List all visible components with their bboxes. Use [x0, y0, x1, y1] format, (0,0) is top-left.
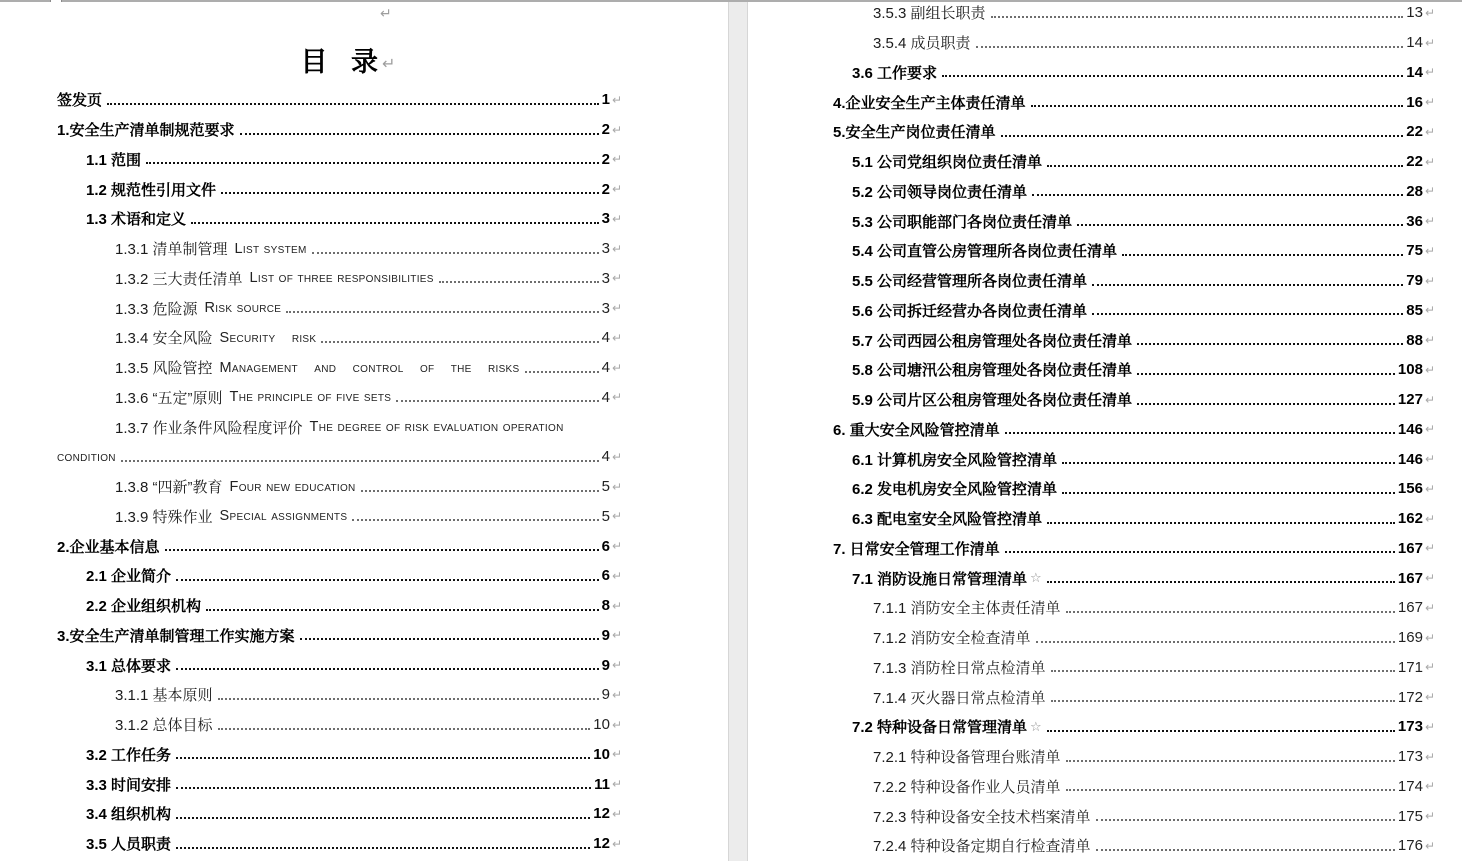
toc-entry-english: Four new education: [229, 478, 356, 495]
dot-leader: [1005, 551, 1395, 553]
toc-entry-label: 1.安全生产清单制规范要求: [57, 122, 235, 140]
toc-page-number: 12: [593, 835, 610, 853]
toc-page-number: 12: [593, 805, 610, 823]
toc-page-number: 14: [1406, 34, 1423, 52]
dot-leader: [1036, 641, 1395, 643]
dot-leader: [1122, 254, 1403, 256]
toc-entry-label: 1.3.3 危险源: [115, 300, 198, 318]
toc-entry[interactable]: [748, 117, 1435, 147]
paragraph-mark-icon: ↵: [1424, 243, 1435, 258]
toc-entry[interactable]: [748, 593, 1435, 623]
paragraph-mark-icon: ↵: [611, 152, 622, 167]
paragraph-mark-icon: ↵: [1424, 660, 1435, 675]
toc-entry[interactable]: [748, 801, 1435, 831]
toc-entry[interactable]: [0, 234, 622, 264]
toc-page-number: 14: [1406, 63, 1423, 81]
dot-leader: [121, 460, 599, 462]
toc-entry[interactable]: [0, 442, 622, 472]
dot-leader: [321, 341, 598, 343]
paragraph-mark-icon: ↵: [1424, 630, 1435, 645]
toc-page-left: [0, 2, 728, 861]
toc-entry[interactable]: [748, 534, 1435, 564]
toc-entry[interactable]: [748, 742, 1435, 772]
toc-entry[interactable]: [0, 323, 622, 353]
dot-leader: [240, 133, 599, 135]
toc-page-number: 167: [1397, 569, 1423, 587]
dot-leader: [176, 579, 599, 581]
toc-entry-label: 1.3.8 “四新”教育: [115, 479, 223, 497]
toc-entry[interactable]: [748, 236, 1435, 266]
toc-entry[interactable]: [748, 831, 1435, 861]
toc-page-number: 3: [601, 299, 610, 317]
paragraph-mark-icon: ↵: [1424, 184, 1435, 199]
paragraph-mark-icon: ↵: [611, 390, 622, 405]
star-icon: ☆: [1030, 718, 1042, 734]
dot-leader: [439, 281, 599, 283]
toc-entry[interactable]: [0, 769, 622, 799]
toc-entry[interactable]: [748, 712, 1435, 742]
dot-leader: [1062, 462, 1395, 464]
paragraph-mark-icon: ↵: [1424, 273, 1435, 288]
paragraph-mark-icon: ↵: [611, 539, 622, 554]
dot-leader: [942, 75, 1403, 77]
dot-leader: [1047, 730, 1395, 732]
toc-entry-english: Management and control of the risks: [219, 359, 520, 376]
toc-page-number: 156: [1397, 480, 1423, 498]
toc-entry[interactable]: [0, 829, 622, 859]
toc-page-number: 13: [1406, 4, 1423, 22]
dot-leader: [1051, 700, 1395, 702]
dot-leader: [221, 192, 599, 194]
toc-entry-label: 1.2 规范性引用文件: [86, 181, 217, 199]
paragraph-mark-icon: ↵: [1424, 362, 1435, 377]
toc-entry-label: 3.5 人员职责: [86, 836, 172, 854]
toc-entry-label: 1.3.6 “五定”原则: [115, 389, 223, 407]
toc-entry-label: 7.1.1 消防安全主体责任清单: [873, 600, 1061, 618]
toc-entry-label: 5.3 公司职能部门各岗位责任清单: [852, 213, 1073, 231]
dot-leader: [1092, 284, 1403, 286]
paragraph-mark-icon: ↵: [1424, 95, 1435, 110]
toc-entry-label: 4.企业安全生产主体责任清单: [833, 94, 1026, 112]
paragraph-mark-icon: ↵: [1424, 571, 1435, 586]
paragraph-mark-icon: ↵: [611, 806, 622, 821]
dot-leader: [1137, 403, 1395, 405]
toc-entry[interactable]: [748, 87, 1435, 117]
toc-entry[interactable]: [0, 740, 622, 770]
toc-entry-label: 3.1.2 总体目标: [115, 717, 213, 735]
paragraph-mark-icon: ↵: [1424, 809, 1435, 824]
toc-entry-label: 3.1 总体要求: [86, 657, 172, 675]
toc-page-number: 22: [1406, 123, 1423, 141]
dot-leader: [206, 609, 599, 611]
paragraph-mark-icon: ↵: [1424, 481, 1435, 496]
dot-leader: [286, 311, 598, 313]
paragraph-mark-icon: ↵: [611, 241, 622, 256]
toc-entry[interactable]: [748, 385, 1435, 415]
toc-page-number: 171: [1397, 658, 1423, 676]
toc-page-number: 28: [1406, 182, 1423, 200]
toc-entry-label: 1.3 术语和定义: [86, 211, 187, 229]
dot-leader: [218, 728, 591, 730]
toc-page-number: 6: [601, 537, 610, 555]
toc-page-number: 4: [601, 388, 610, 406]
paragraph-mark-icon: ↵: [611, 777, 622, 792]
toc-entries-left: [0, 85, 622, 859]
paragraph-mark-icon: ↵: [611, 122, 622, 137]
paragraph-mark-icon: ↵: [611, 836, 622, 851]
toc-page-number: 173: [1397, 748, 1423, 766]
toc-entry-label: condition: [57, 448, 116, 465]
toc-entry[interactable]: [0, 710, 622, 740]
toc-entry-label: 1.3.5 风险管控: [115, 360, 213, 378]
toc-entry[interactable]: [0, 353, 622, 383]
toc-page-number: 8: [601, 597, 610, 615]
toc-entry[interactable]: [0, 204, 622, 234]
toc-entry-label: 7.2.1 特种设备管理台账清单: [873, 749, 1061, 767]
dot-leader: [1092, 313, 1403, 315]
toc-entry[interactable]: [748, 355, 1435, 385]
dot-leader: [1077, 224, 1403, 226]
dot-leader: [1032, 194, 1403, 196]
toc-page-number: 127: [1397, 391, 1423, 409]
dot-leader: [1031, 105, 1404, 107]
dot-leader: [176, 787, 591, 789]
toc-page-number: 173: [1397, 718, 1423, 736]
toc-entry-english: The degree of risk evaluation operation: [309, 419, 564, 436]
toc-entry-label: 1.3.9 特殊作业: [115, 508, 213, 526]
toc-page-number: 9: [601, 686, 610, 704]
toc-entry[interactable]: [748, 206, 1435, 236]
page-title: 目 录: [300, 47, 387, 77]
toc-entry-label: 1.3.2 三大责任清单: [115, 270, 243, 288]
dot-leader: [1066, 789, 1395, 791]
toc-entry-label: 6.1 计算机房安全风险管控清单: [852, 451, 1058, 469]
dot-leader: [1062, 492, 1395, 494]
dot-leader: [1096, 819, 1395, 821]
toc-entry-label: 3.2 工作任务: [86, 746, 172, 764]
toc-entry-label: 1.3.1 清单制管理: [115, 241, 228, 259]
toc-entry[interactable]: [748, 296, 1435, 326]
toc-page-number: 172: [1397, 688, 1423, 706]
toc-entry[interactable]: [748, 415, 1435, 445]
toc-entry[interactable]: [748, 504, 1435, 534]
toc-entry-label: 5.9 公司片区公租房管理处各岗位责任清单: [852, 392, 1133, 410]
dot-leader: [1047, 581, 1395, 583]
dot-leader: [1137, 373, 1395, 375]
toc-entry[interactable]: [0, 293, 622, 323]
paragraph-mark-icon: ↵: [1424, 35, 1435, 50]
toc-page-right: [748, 2, 1462, 861]
toc-page-number: 88: [1406, 331, 1423, 349]
toc-entry-label: 2.1 企业简介: [86, 568, 172, 586]
dot-leader: [352, 519, 598, 521]
toc-entry-english: Security risk: [219, 329, 317, 346]
dot-leader: [1137, 343, 1403, 345]
toc-entry-label: 6. 重大安全风险管控清单: [833, 421, 1000, 439]
paragraph-mark-icon: ↵: [611, 628, 622, 643]
paragraph-mark-icon: ↵: [1424, 392, 1435, 407]
toc-entry-label: 7.2.3 特种设备安全技术档案清单: [873, 808, 1091, 826]
dot-leader: [176, 847, 590, 849]
toc-page-number: 3: [601, 269, 610, 287]
toc-page-number: 162: [1397, 510, 1423, 528]
toc-entry[interactable]: [748, 28, 1435, 58]
paragraph-mark-icon: ↵: [1424, 749, 1435, 764]
toc-entry[interactable]: [748, 653, 1435, 683]
dot-leader: [300, 638, 599, 640]
dot-leader: [361, 490, 599, 492]
dot-leader: [1005, 432, 1395, 434]
paragraph-mark-icon: ↵: [611, 717, 622, 732]
dot-leader: [176, 757, 590, 759]
paragraph-mark-icon: ↵: [611, 449, 622, 464]
toc-page-number: 174: [1397, 777, 1423, 795]
paragraph-mark-icon: ↵: [611, 568, 622, 583]
toc-entry[interactable]: [0, 591, 622, 621]
toc-page-number: 3: [601, 210, 610, 228]
toc-page-number: 167: [1397, 539, 1423, 557]
toc-page-number: 5: [601, 507, 610, 525]
toc-page-number: 4: [601, 359, 610, 377]
toc-entry[interactable]: [0, 383, 622, 413]
toc-entry-english: Risk source: [204, 300, 282, 317]
toc-entry-label: 6.3 配电室安全风险管控清单: [852, 511, 1043, 529]
paragraph-mark-icon: ↵: [1424, 333, 1435, 348]
toc-entry-label: 3.4 组织机构: [86, 806, 172, 824]
toc-page-number: 2: [601, 180, 610, 198]
paragraph-mark-icon: ↵: [1424, 303, 1435, 318]
toc-entry[interactable]: [0, 502, 622, 532]
toc-page-number: 176: [1397, 837, 1423, 855]
dot-leader: [1047, 522, 1395, 524]
toc-entry[interactable]: [0, 412, 622, 442]
toc-entry-label: 7.1.4 灭火器日常点检清单: [873, 689, 1046, 707]
toc-title-row: [0, 40, 712, 79]
toc-page-number: 10: [593, 745, 610, 763]
dot-leader: [1051, 670, 1395, 672]
toc-entry-label: 7.1.3 消防栓日常点检清单: [873, 659, 1046, 677]
paragraph-mark-icon: ↵: [1424, 154, 1435, 169]
toc-entry-english: List of three responsibilities: [249, 270, 434, 287]
toc-page-number: 169: [1397, 629, 1423, 647]
toc-entry[interactable]: [748, 177, 1435, 207]
paragraph-mark-icon: ↵: [1424, 422, 1435, 437]
paragraph-mark-icon: ↵: [1424, 541, 1435, 556]
dot-leader: [218, 698, 599, 700]
paragraph-mark-icon: ↵: [611, 509, 622, 524]
toc-entry-english: Special assignments: [219, 508, 348, 525]
toc-entry-label: 7.2.4 特种设备定期自行检查清单: [873, 838, 1091, 856]
toc-entry[interactable]: [0, 264, 622, 294]
paragraph-mark-icon: ↵: [611, 92, 622, 107]
dot-leader: [1001, 135, 1404, 137]
toc-entry[interactable]: [748, 325, 1435, 355]
paragraph-mark-icon: ↵: [380, 5, 392, 21]
toc-entry-label: 5.1 公司党组织岗位责任清单: [852, 154, 1043, 172]
toc-entry-label: 6.2 发电机房安全风险管控清单: [852, 481, 1058, 499]
toc-entry[interactable]: [0, 799, 622, 829]
paragraph-mark-icon: ↵: [611, 182, 622, 197]
toc-page-number: 5: [601, 478, 610, 496]
toc-entry[interactable]: [0, 85, 622, 115]
toc-entry[interactable]: [748, 266, 1435, 296]
toc-entry-label: 5.2 公司领导岗位责任清单: [852, 183, 1028, 201]
toc-page-number: 16: [1406, 93, 1423, 111]
page-gutter: [728, 2, 748, 861]
toc-entry[interactable]: [748, 58, 1435, 88]
toc-entry[interactable]: [0, 561, 622, 591]
dot-leader: [176, 668, 599, 670]
dot-leader: [146, 162, 599, 164]
toc-entry-label: 2.2 企业组织机构: [86, 598, 202, 616]
toc-entry[interactable]: [0, 680, 622, 710]
toc-page-number: 3: [601, 240, 610, 258]
toc-entry[interactable]: [0, 145, 622, 175]
toc-entry[interactable]: [748, 474, 1435, 504]
toc-page-number: 4: [601, 329, 610, 347]
paragraph-mark-icon: ↵: [611, 687, 622, 702]
toc-page-number: 75: [1406, 242, 1423, 260]
paragraph-mark-icon: ↵: [611, 301, 622, 316]
dot-leader: [1066, 611, 1395, 613]
toc-entry[interactable]: [0, 174, 622, 204]
toc-entry[interactable]: [0, 115, 622, 145]
paragraph-mark-icon: ↵: [1424, 214, 1435, 229]
paragraph-mark-icon: ↵: [611, 360, 622, 375]
toc-entry-label: 2.企业基本信息: [57, 538, 160, 556]
toc-page-number: 22: [1406, 153, 1423, 171]
paragraph-mark-icon: ↵: [1424, 779, 1435, 794]
dot-leader: [176, 817, 590, 819]
toc-page-number: 146: [1397, 450, 1423, 468]
toc-entry[interactable]: [748, 623, 1435, 653]
dot-leader: [525, 371, 599, 373]
paragraph-mark-icon: ↵: [611, 271, 622, 286]
paragraph-mark-icon: ↵: [611, 211, 622, 226]
toc-entry-label: 7.2.2 特种设备作业人员清单: [873, 778, 1061, 796]
toc-page-number: 9: [601, 626, 610, 644]
paragraph-mark-icon: ↵: [1424, 124, 1435, 139]
toc-entry-label: 5.7 公司西园公租房管理处各岗位责任清单: [852, 332, 1133, 350]
toc-page-number: 4: [601, 448, 610, 466]
paragraph-mark-icon: ↵: [1424, 600, 1435, 615]
dot-leader: [107, 103, 599, 105]
dot-leader: [1066, 760, 1395, 762]
toc-page-number: 11: [594, 775, 610, 793]
dot-leader: [976, 46, 1404, 48]
paragraph-mark-icon: ↵: [1424, 452, 1435, 467]
toc-page-number: 36: [1406, 212, 1423, 230]
toc-entry-label: 3.3 时间安排: [86, 776, 172, 794]
toc-entry[interactable]: [0, 531, 622, 561]
toc-entry-label: 1.3.4 安全风险: [115, 330, 213, 348]
toc-entry-label: 3.6 工作要求: [852, 64, 938, 82]
toc-page-number: 146: [1397, 420, 1423, 438]
toc-page-number: 2: [601, 150, 610, 168]
toc-page-number: 9: [601, 656, 610, 674]
toc-page-number: 6: [601, 567, 610, 585]
toc-entries-right: [748, 0, 1435, 861]
toc-entry[interactable]: [0, 472, 622, 502]
paragraph-mark-icon: ↵: [611, 747, 622, 762]
toc-entry[interactable]: [748, 0, 1435, 28]
toc-page-number: 79: [1406, 272, 1423, 290]
toc-entry-english: The principle of five sets: [229, 389, 392, 406]
toc-entry-label: 3.5.3 副组长职责: [873, 5, 986, 23]
toc-entry-label: 7.2 特种设备日常管理清单: [852, 719, 1028, 737]
toc-entry[interactable]: [0, 650, 622, 680]
toc-page-number: 85: [1406, 301, 1423, 319]
toc-entry-label: 5.安全生产岗位责任清单: [833, 124, 996, 142]
paragraph-mark-icon: ↵: [1424, 838, 1435, 853]
toc-entry-label: 5.5 公司经营管理所各岗位责任清单: [852, 273, 1088, 291]
toc-page-number: 1: [601, 91, 610, 109]
toc-entry-label: 1.3.7 作业条件风险程度评价: [115, 419, 303, 437]
toc-page-number: 175: [1397, 807, 1423, 825]
dot-leader: [396, 400, 598, 402]
star-icon: ☆: [1030, 570, 1042, 586]
toc-entry-label: 5.4 公司直管公房管理所各岗位责任清单: [852, 243, 1118, 261]
paragraph-mark-icon: ↵: [1424, 719, 1435, 734]
dot-leader: [991, 16, 1404, 18]
toc-entry-label: 3.5.4 成员职责: [873, 35, 971, 53]
toc-page-number: 167: [1397, 599, 1423, 617]
toc-entry-label: 7. 日常安全管理工作清单: [833, 540, 1000, 558]
paragraph-mark-icon: ↵: [611, 598, 622, 613]
toc-entry-label: 5.6 公司拆迁经营办各岗位责任清单: [852, 302, 1088, 320]
toc-entry-english: List system: [234, 240, 307, 257]
toc-entry-label: 5.8 公司塘汛公租房管理处各岗位责任清单: [852, 362, 1133, 380]
toc-entry[interactable]: [748, 147, 1435, 177]
paragraph-mark-icon: ↵: [611, 330, 622, 345]
toc-entry-label: 7.1.2 消防安全检查清单: [873, 630, 1031, 648]
toc-entry[interactable]: [0, 621, 622, 651]
toc-page-number: 10: [593, 716, 610, 734]
toc-entry-label: 签发页: [57, 92, 103, 110]
dot-leader: [191, 222, 599, 224]
paragraph-mark-icon: ↵: [611, 658, 622, 673]
paragraph-mark-icon: ↵: [1424, 690, 1435, 705]
dot-leader: [1096, 849, 1395, 851]
toc-page-number: 108: [1397, 361, 1423, 379]
toc-entry[interactable]: [748, 444, 1435, 474]
dot-leader: [165, 549, 599, 551]
toc-entry[interactable]: [748, 563, 1435, 593]
toc-entry-label: 7.1 消防设施日常管理清单: [852, 570, 1028, 588]
paragraph-mark-icon: ↵: [382, 56, 396, 73]
paragraph-mark-icon: ↵: [1424, 511, 1435, 526]
toc-entry-label: 3.安全生产清单制管理工作实施方案: [57, 627, 295, 645]
dot-leader: [312, 252, 599, 254]
paragraph-mark-icon: ↵: [611, 479, 622, 494]
paragraph-mark-icon: ↵: [1424, 65, 1435, 80]
paragraph-mark-icon: ↵: [1424, 5, 1435, 20]
toc-entry[interactable]: [748, 772, 1435, 802]
toc-page-number: 2: [601, 121, 610, 139]
toc-entry-label: 1.1 范围: [86, 151, 142, 169]
toc-entry[interactable]: [748, 682, 1435, 712]
toc-entry-label: 3.1.1 基本原则: [115, 687, 213, 705]
dot-leader: [1047, 165, 1403, 167]
